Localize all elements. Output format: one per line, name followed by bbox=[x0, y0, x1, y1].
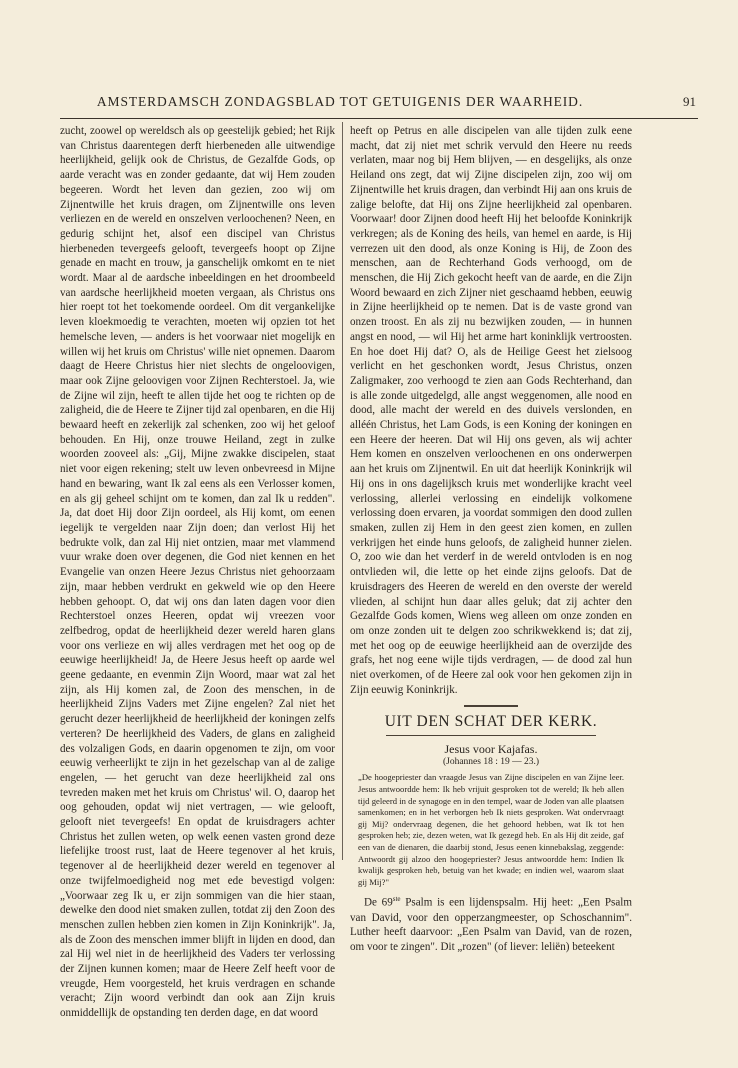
scripture-reference: (Johannes 18 : 19 — 23.) bbox=[442, 757, 540, 768]
column-divider bbox=[342, 122, 343, 860]
closing-text: Psalm is een lijdenspsalm. Hij heet: „Een Psalm van David, voor den opperzangmeester, op Schoschannim". Luther heeft daarvoor: „Een Psalm van David, van de rozen, om voor te zingen". Dit „rozen" (of liever: leliën) beteekent bbox=[350, 897, 632, 954]
page-number: 91 bbox=[683, 94, 696, 109]
page-header bbox=[0, 94, 738, 116]
section-ornament-rule bbox=[464, 705, 518, 707]
right-column-text: heeft op Petrus en alle discipelen van alle tijden zulk eene macht, dat zij niet met schrik vervuld den Heere nu reeds verlaten, maar nog bij Hem blijven, — en desgelijks, als onze Heiland ons zegt, dat wij Zijne discipelen zijn, zoo wij om Zijnentwille het kruis dragen, dan verbindt Hij aan ons kruis de zalige belofte, dat Hij ons Zijne heerlijkheid zal openbaren. Voorwaar! door Zijnen dood heeft Hij het beloofde Koninkrijk verkregen; als de Koning des heils, van hemel en aarde, is Hij verrezen uit den dood, als onze Koning is Hij, de Zoon des menschen, aan de Rechterhand Gods verhoogd, om de menschen, die Hij Zich gekocht heeft van de aarde, en die Zijn Woord bewaard en zich Zijner niet geschaamd hebben, eeuwig in Zijne heerlijkheid op te nemen. Dat is de vaste grond van onzen troost. En als zij nu bezwijken zouden, — in hunnen angst en nood, — wil Hij het arme hart koninklijk vertroosten. En hoe doet Hij dat? O, als de Heilige Geest het zielsoog verlicht en het geschonken wordt, Jesus Christus, onzen Zaligmaker, zoo verhoogd te zien aan Gods Rechterhand, dan is alle zonde uitgedelgd, alle angst weggenomen, alle nood en dood, alle macht der wereld en des duivels verslonden, en alléén Christus, het Lam Gods, is een Koning der koningen en een Heere der heeren. Dat wil Hij ons geven, als wij achter Hem komen en onszelven verloochenen en ons onderwerpen aan het kruis om Zijnentwil. En uit dat heerlijk Koninkrijk wil Hij ons in ons dagelijksch kruis met wonderlijke kracht veel verlossing, allerlei verlossing en eindelijk volkomene verlossing doen ervaren, ja voordat sommigen den dood zullen smaken, zullen zij Hem in den geest zien komen, en zullen verkrijgen het einde huns geloofs, de zaligheid hunner zielen. O, zoo wie dan het verderf in de wereld ontvloden is en nog ontvlieden wil, die lette op het einde zijns geloofs. Dat de kruisdragers des Heeren de wereld en den overste der wereld vlieden, al schijnt hun daar alles geluk; dat zij achter den Gezalfde Gods komen, Wiens weg alleen om onze zonden en om onze zonden uit te delgen zoo schrikwekkend is; dat zij, met het oog op de eeuwige heerlijkheid aan de overzijde des grafs, het nog eene wijle tijds verdragen, — de dood zal hun niet overkomen, of de Heere zal ook voor hen gekomen zijn in Zijn eeuwig Koninkrijk. bbox=[350, 125, 632, 696]
closing-prefix: De 69 bbox=[364, 897, 393, 910]
closing-ordinal-suffix: ste bbox=[392, 895, 401, 904]
closing-paragraph bbox=[350, 892, 632, 955]
right-column bbox=[350, 124, 632, 955]
section-title-rule bbox=[386, 735, 596, 736]
left-column-text: zucht, zoowel op wereldsch als op geestelijk gebied; het Rijk van Christus daarentegen derft hierbeneden alle uitwendige heerlijkheid, gelijk ook de Christus, de Gezalfde Gods, op aarde veracht was en zonder gedaante, dat wij Hem zouden begeeren. Wordt het leven dan gezien, zoo wij om Zijnentwille het kruis dragen, om Zijnentwille ons leven verliezen en de wereld en onszelven verloochenen? Neen, en gedurig schijnt het, alsof een discipel van Christus hierbeneden tevergeefs gelooft, tevergeefs hoopt op Zijne genade en macht en trouw, ja ganschelijk omkomt en te niet wordt. Maar al de aardsche inbeeldingen en het droombeeld van aardsche heerlijkheid moeten vergaan, als Christus ons hier roept tot het toekomende oordeel. Om dit vergankelijke leven kloekmoedig te verachten, moeten wij opzien tot het hemelsche leven, — anders is het voorwaar niet mogelijk en willen wij het kruis om Christus' wille niet opnemen. Daarom daagt de Heere Christus hier niet slechts de ongeloovigen, maar ook Zijne geloovigen voor Zijnen Rechterstoel. Ja, wie de Zijne wil zijn, heeft te allen tijde het oog te richten op de zaligheid, die de Heere te Zijner tijd zal openbaren, en die Hij bewaard heeft en zekerlijk zal schenken, zoo wij het geloof behouden. En Hij, onze trouwe Heiland, zegt in zulke woorden zooveel als: „Gij, Mijne zwakke discipelen, staat niet voor eigen rekening; stelt uw leven onbevreesd in Mijne hand en bewaring, want Ik zal eens als een Verlosser komen, en als gij geheel schijnt om te komen, dan zal Ik u redden". Ja, dat doet Hij door Zijn oordeel, als Hij komt, om eenen iegelijk te vergelden naar Zijn doen; dan verlost Hij het bedrukte volk, dan zal Hij niet ontzien, maar met vlammend vuur wrake doen over degenen, die God niet kennen en het Evangelie van onzen Heere Jezus Christus niet gehoorzaam zijn, maar hebben verdrukt en gekweld wie op den Heere hebben gehoopt. O, dat wij ons dan laten dagen voor dien Rechterstoel onzes Heeren, opdat wij vreezen voor zelfbedrog, opdat de heerlijkheid dezer wereld haren glans voor ons verlieze en wij alles verdragen met het oog op de eeuwige heerlijkheid! Ja, de Heere Jesus heeft op aarde wel geene gedaante, en evenmin Zijn Woord, maar wat zal het zijn, als Hij komen zal, de Zoon des menschen, in de heerlijkheid Zijns Vaders met Zijne engelen? Zal niet het gerucht dezer heerlijkheid de heerlijkheid der koningen zelfs verteren? De heerlijkheid des Vaders, de glans en zaligheid des volzaligen Gods, en daarin opgenomen te zijn, om voor eeuwig verheerlijkt te zijn in het gezelschap van al de zalige engelen, — het gerucht van deze heerlijkheid zal ons tevreden maken met het kruis om Christus' wil. O, daarop het oog gehouden, opdat wij niet vertragen, — wie gelooft, gelooft niet tevergeefs! En opdat de kruisdragers achter Christus het zullen weten, op welk eenen vasten grond deze liefelijke troost rust, laat de Heere tegenover al het kruis, tegenover al de heerlijkheid dezer wereld en tegenover al onze twijfelmoedigheid nog met ede bevestigd volgen: „Voorwaar zeg Ik u, er zijn sommigen van die hier staan, dewelke den dood niet smaken zullen, totdat zij den Zoon des menschen zullen hebben zien komen in Zijn Koninkrijk". Ja, als de Zoon des menschen immer blijft in lijden en dood, dan zal Hij wel niet in de heerlijkheid des Vaders ter verlossing der Zijnen kunnen komen; maar de Heere Zelf heeft voor de vreugde, Hem voorgesteld, het kruis verdragen en schande veracht; Zijn woord verbindt dan ook aan Zijn kruis onmiddellijk de opstanding ten derden dage, en dat woord bbox=[60, 125, 335, 1020]
article-subtitle: Jesus voor Kajafas. bbox=[444, 742, 538, 757]
left-column bbox=[60, 124, 335, 1021]
header-rule bbox=[60, 118, 698, 119]
scripture-quote: „De hoogepriester dan vraagde Jesus van Zijne discipelen en van Zijne leer. Jesus antwoordde hem: Ik heb vrijuit gesproken tot de wereld; Ik heb allen tijd geleerd in de synagoge en in den tempel, waar de Joden van alle plaatsen samenkomen; en in het verborgen heb Ik niets gesproken. Wat ondervraagt gij Mij? ondervraag degenen, die het gehoord hebben, wat Ik tot hen gesproken heb; zie, dezen weten, wat Ik gezegd heb. En als Hij dit zeide, gaf een van de dienaren, die daarbij stond, Jesus eenen kinnebakslag, zeggende: Antwoordt gij alzoo den hoogepriester? Jesus antwoordde hem: Indien Ik kwalijk gesproken heb, betuig van het kwade; en indien wel, waarom slaat gij Mij?" bbox=[358, 772, 624, 887]
section-title: UIT DEN SCHAT DER KERK. bbox=[384, 713, 598, 731]
masthead-title: AMSTERDAMSCH ZONDAGSBLAD TOT GETUIGENIS DER WAARHEID. bbox=[96, 94, 584, 109]
